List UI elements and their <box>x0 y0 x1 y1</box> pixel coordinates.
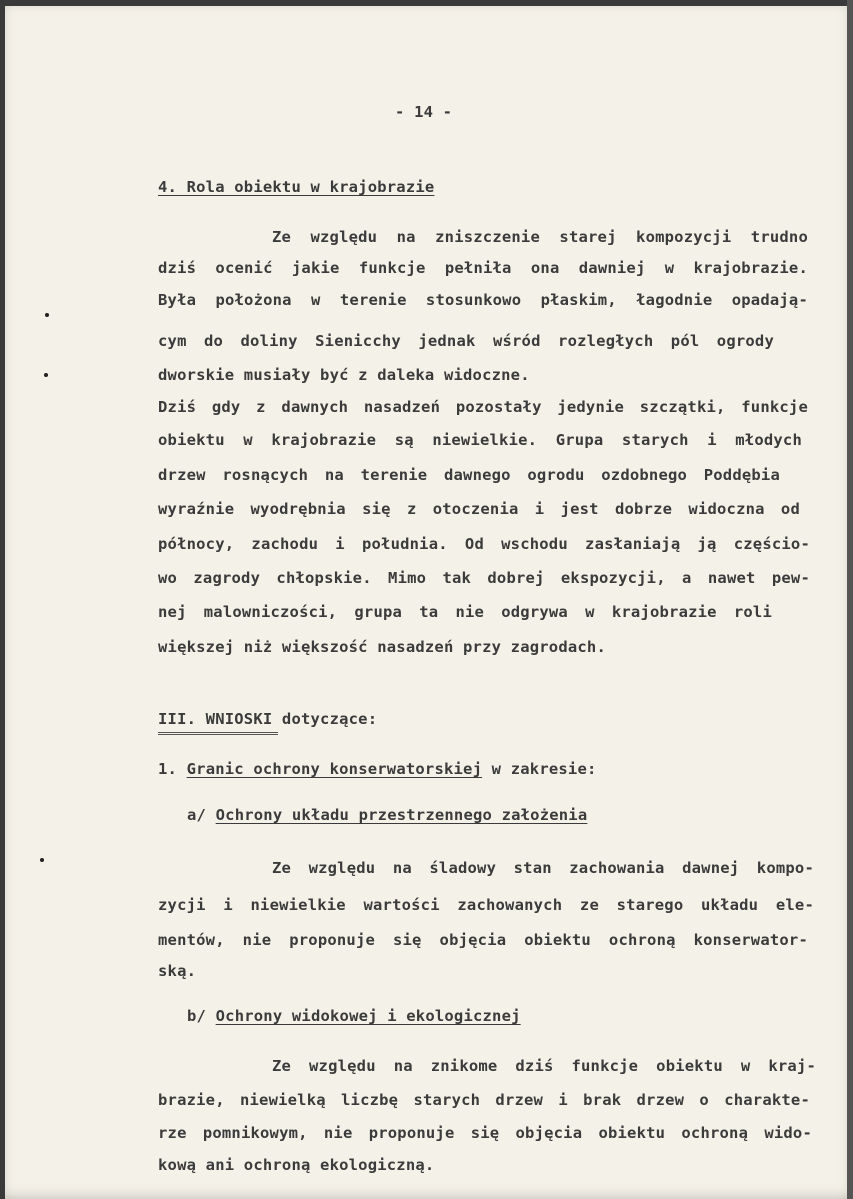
item-suffix: w zakresie: <box>482 760 597 778</box>
item-title: Ochrony widokowej i ekologicznej <box>215 1007 521 1025</box>
item-number: 1. <box>158 760 178 778</box>
item-title: Ochrony układu przestrzennego założenia <box>215 806 588 824</box>
paragraph-line: nej malowniczości, grupa ta nie odgrywa w krajobrazie roli <box>158 603 772 621</box>
item-title: Granic ochrony konserwatorskiej <box>186 760 483 778</box>
section-title: 4. Rola obiektu w krajobrazie <box>158 178 435 196</box>
paragraph-line: ską. <box>158 962 197 980</box>
punch-hole <box>40 858 44 862</box>
paragraph-line: zycji i niewielkie wartości zachowanych ze starego układu ele- <box>158 896 814 914</box>
paragraph-line: Ze względu na śladowy stan zachowania dawnej kompo- <box>272 859 814 877</box>
item-b-heading <box>187 1007 521 1025</box>
punch-hole <box>45 313 49 317</box>
paragraph-line: większej niż większość nasadzeń przy zagrodach. <box>158 638 606 656</box>
paragraph-line: drzew rosnących na terenie dawnego ogrodu ozdobnego Poddębia <box>158 466 780 484</box>
item-1-heading <box>158 760 597 778</box>
paragraph-line: rze pomnikowym, nie proponuje się objęcia obiektu ochroną wido- <box>158 1124 812 1142</box>
paragraph-line: Ze względu na znikome dziś funkcje obiektu w kraj- <box>272 1057 816 1075</box>
punch-hole <box>44 373 48 377</box>
scan-edge-right <box>847 0 853 1199</box>
paragraph-line: północy, zachodu i południa. Od wschodu zasłaniają ją częścio- <box>158 535 810 553</box>
scan-edge-left <box>0 0 5 1199</box>
paragraph-line: mentów, nie proponuje się objęcia obiektu ochroną konserwator- <box>158 931 808 949</box>
paragraph-line: brazie, niewielką liczbę starych drzew i brak drzew o charakte- <box>158 1091 810 1109</box>
double-underline <box>158 732 278 735</box>
page-number: - 14 - <box>395 103 453 121</box>
item-letter: a/ <box>187 806 207 824</box>
paragraph-line: cym do doliny Sienicchy jednak wśród rozległych pól ogrody <box>158 332 774 350</box>
paragraph-line: dworskie musiały być z daleka widoczne. <box>158 366 530 384</box>
item-a-heading <box>187 806 587 824</box>
paragraph-line: wyraźnie wyodrębnia się z otoczenia i jest dobrze widoczna od <box>158 500 800 518</box>
section-heading: III. WNIOSKI dotyczące: <box>158 710 378 728</box>
paragraph-line: Była położona w terenie stosunkowo płaskim, łagodnie opadają- <box>158 291 808 309</box>
scan-edge-top <box>0 0 853 6</box>
paragraph-line: obiektu w krajobrazie są niewielkie. Grupa starych i młodych <box>158 431 802 449</box>
item-letter: b/ <box>187 1007 207 1025</box>
paragraph-line: Ze względu na zniszczenie starej kompozycji trudno <box>272 228 808 246</box>
paragraph-line: Dziś gdy z dawnych nasadzeń pozostały jedynie szczątki, funkcje <box>158 398 808 416</box>
paragraph-line: wo zagrody chłopskie. Mimo tak dobrej ekspozycji, a nawet pew- <box>158 569 810 587</box>
paragraph-line: kową ani ochroną ekologiczną. <box>158 1156 435 1174</box>
paragraph-line: dziś ocenić jakie funkcje pełniła ona dawniej w krajobrazie. <box>158 259 808 277</box>
